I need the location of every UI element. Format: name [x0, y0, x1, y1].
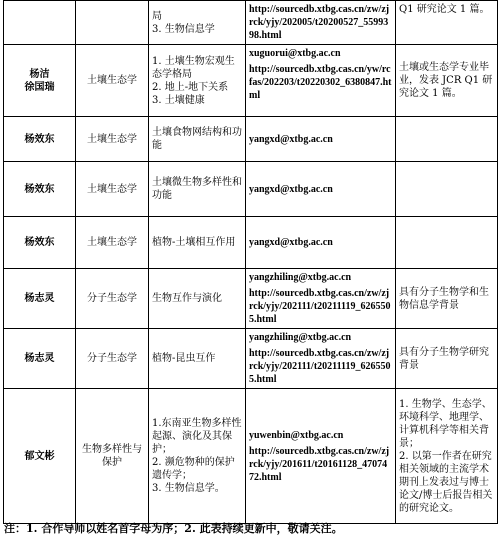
supervisor-name: 杨效东	[4, 217, 76, 269]
email-link[interactable]: yangzhiling@xtbg.ac.cn	[249, 332, 352, 343]
topic-line: 3. 土壤健康	[152, 94, 205, 106]
topic-line: 土壤食物网结构和功能	[152, 127, 242, 151]
table-row	[4, 389, 498, 524]
supervisor-name: 杨效东	[4, 162, 76, 217]
research-field: 土壤生态学	[76, 162, 149, 217]
research-topics	[149, 329, 246, 389]
email-link[interactable]: yuwenbin@xtbg.ac.cn	[249, 429, 344, 441]
research-field: 生物多样性与保护	[76, 389, 149, 524]
topic-line: 植物-土壤相互作用	[152, 237, 236, 248]
email-link[interactable]: yangzhiling@xtbg.ac.cn	[249, 272, 352, 283]
research-topics	[149, 1, 246, 45]
supervisor-name: 郁文彬	[4, 389, 76, 524]
research-topics	[149, 45, 246, 117]
email-link[interactable]: yangxd@xtbg.ac.cn	[249, 183, 333, 195]
contact-cell	[246, 45, 396, 117]
research-topics	[149, 162, 246, 217]
contact-cell	[246, 269, 396, 329]
topic-line: 1. 土壤生物宏观生态学格局	[152, 55, 235, 80]
contact-cell	[246, 389, 396, 524]
requirement	[396, 117, 498, 162]
research-topics	[149, 389, 246, 524]
table-footnote: 注：1. 合作导师以姓名首字母为序；2. 此表持续更新中，敬请关注。	[4, 522, 343, 535]
supervisor-name: 杨洁 徐国瑞	[4, 45, 76, 117]
requirement	[396, 217, 498, 269]
supervisor-name	[4, 1, 76, 45]
table-row	[4, 117, 498, 162]
contact-cell	[246, 329, 396, 389]
contact-cell	[246, 117, 396, 162]
topic-line: 局	[152, 10, 162, 22]
research-field: 分子生态学	[76, 269, 149, 329]
research-topics	[149, 269, 246, 329]
research-field: 分子生态学	[76, 329, 149, 389]
table-row	[4, 45, 498, 117]
table-row	[4, 217, 498, 269]
requirement: 1. 生物学、生态学、环境科学、地理学、计算机科学等相关背景； 2. 以第一作者在研究相关领域的主流学术期刊上发表过与博士论文/博士后报告相关的研究论文。	[396, 389, 498, 524]
supervisor-name: 杨志灵	[4, 329, 76, 389]
contact-cell	[246, 217, 396, 269]
table-row	[4, 269, 498, 329]
topic-line: 植物-昆虫互作	[152, 353, 216, 364]
research-field: 土壤生态学	[76, 117, 149, 162]
research-field	[76, 1, 149, 45]
topic-line: 生物互作与演化	[152, 293, 222, 304]
supervisor-name: 杨效东	[4, 117, 76, 162]
research-field: 土壤生态学	[76, 217, 149, 269]
contact-cell	[246, 162, 396, 217]
research-field: 土壤生态学	[76, 45, 149, 117]
email-link[interactable]: yangxd@xtbg.ac.cn	[249, 237, 333, 248]
profile-link[interactable]: http://sourcedb.xtbg.cas.cn/zw/zjrck/yjy/202005/t20200527_5599398.html	[249, 4, 390, 41]
topic-line: 3. 生物信息学	[152, 23, 215, 35]
topic-line: 1.东南亚生物多样性起源、演化及其保护；	[152, 418, 242, 455]
table-row	[4, 1, 498, 45]
table-row	[4, 162, 498, 217]
profile-link[interactable]: http://sourcedb.xtbg.cas.cn/zw/zjrck/yjy/201611/t20161128_4707472.html	[249, 445, 390, 483]
table-row	[4, 329, 498, 389]
profile-link[interactable]: http://sourcedb.xtbg.cas.cn/zw/zjrck/yjy/202111/t20211119_6265505.html	[249, 348, 391, 385]
supervisor-name: 杨志灵	[4, 269, 76, 329]
requirement: 土壤或生态学专业毕业，发表 JCR Q1 研究论文 1 篇。	[396, 45, 498, 117]
requirement: Q1 研究论文 1 篇。	[396, 1, 498, 45]
requirement: 具有分子生物学和生物信息学背景	[396, 269, 498, 329]
topic-line: 2. 地上-地下关系	[152, 81, 229, 93]
topic-line: 土壤微生物多样性和功能	[152, 177, 242, 201]
profile-link[interactable]: http://sourcedb.xtbg.cas.cn/zw/zjrck/yjy/202111/t20211119_6265505.html	[249, 288, 391, 325]
topic-line: 2. 濒危物种的保护遗传学；	[152, 457, 235, 481]
topic-line: 3. 生物信息学。	[152, 483, 225, 494]
research-topics	[149, 117, 246, 162]
supervisor-table	[3, 0, 498, 524]
contact-cell	[246, 1, 396, 45]
research-topics	[149, 217, 246, 269]
email-link[interactable]: xuguorui@xtbg.ac.cn	[249, 48, 341, 59]
profile-link[interactable]: http://sourcedb.xtbg.cas.cn/yw/rcfas/202203/t20220302_6380847.html	[249, 64, 392, 101]
requirement: 具有分子生物学研究背景	[396, 329, 498, 389]
requirement	[396, 162, 498, 217]
email-link[interactable]: yangxd@xtbg.ac.cn	[249, 133, 333, 145]
